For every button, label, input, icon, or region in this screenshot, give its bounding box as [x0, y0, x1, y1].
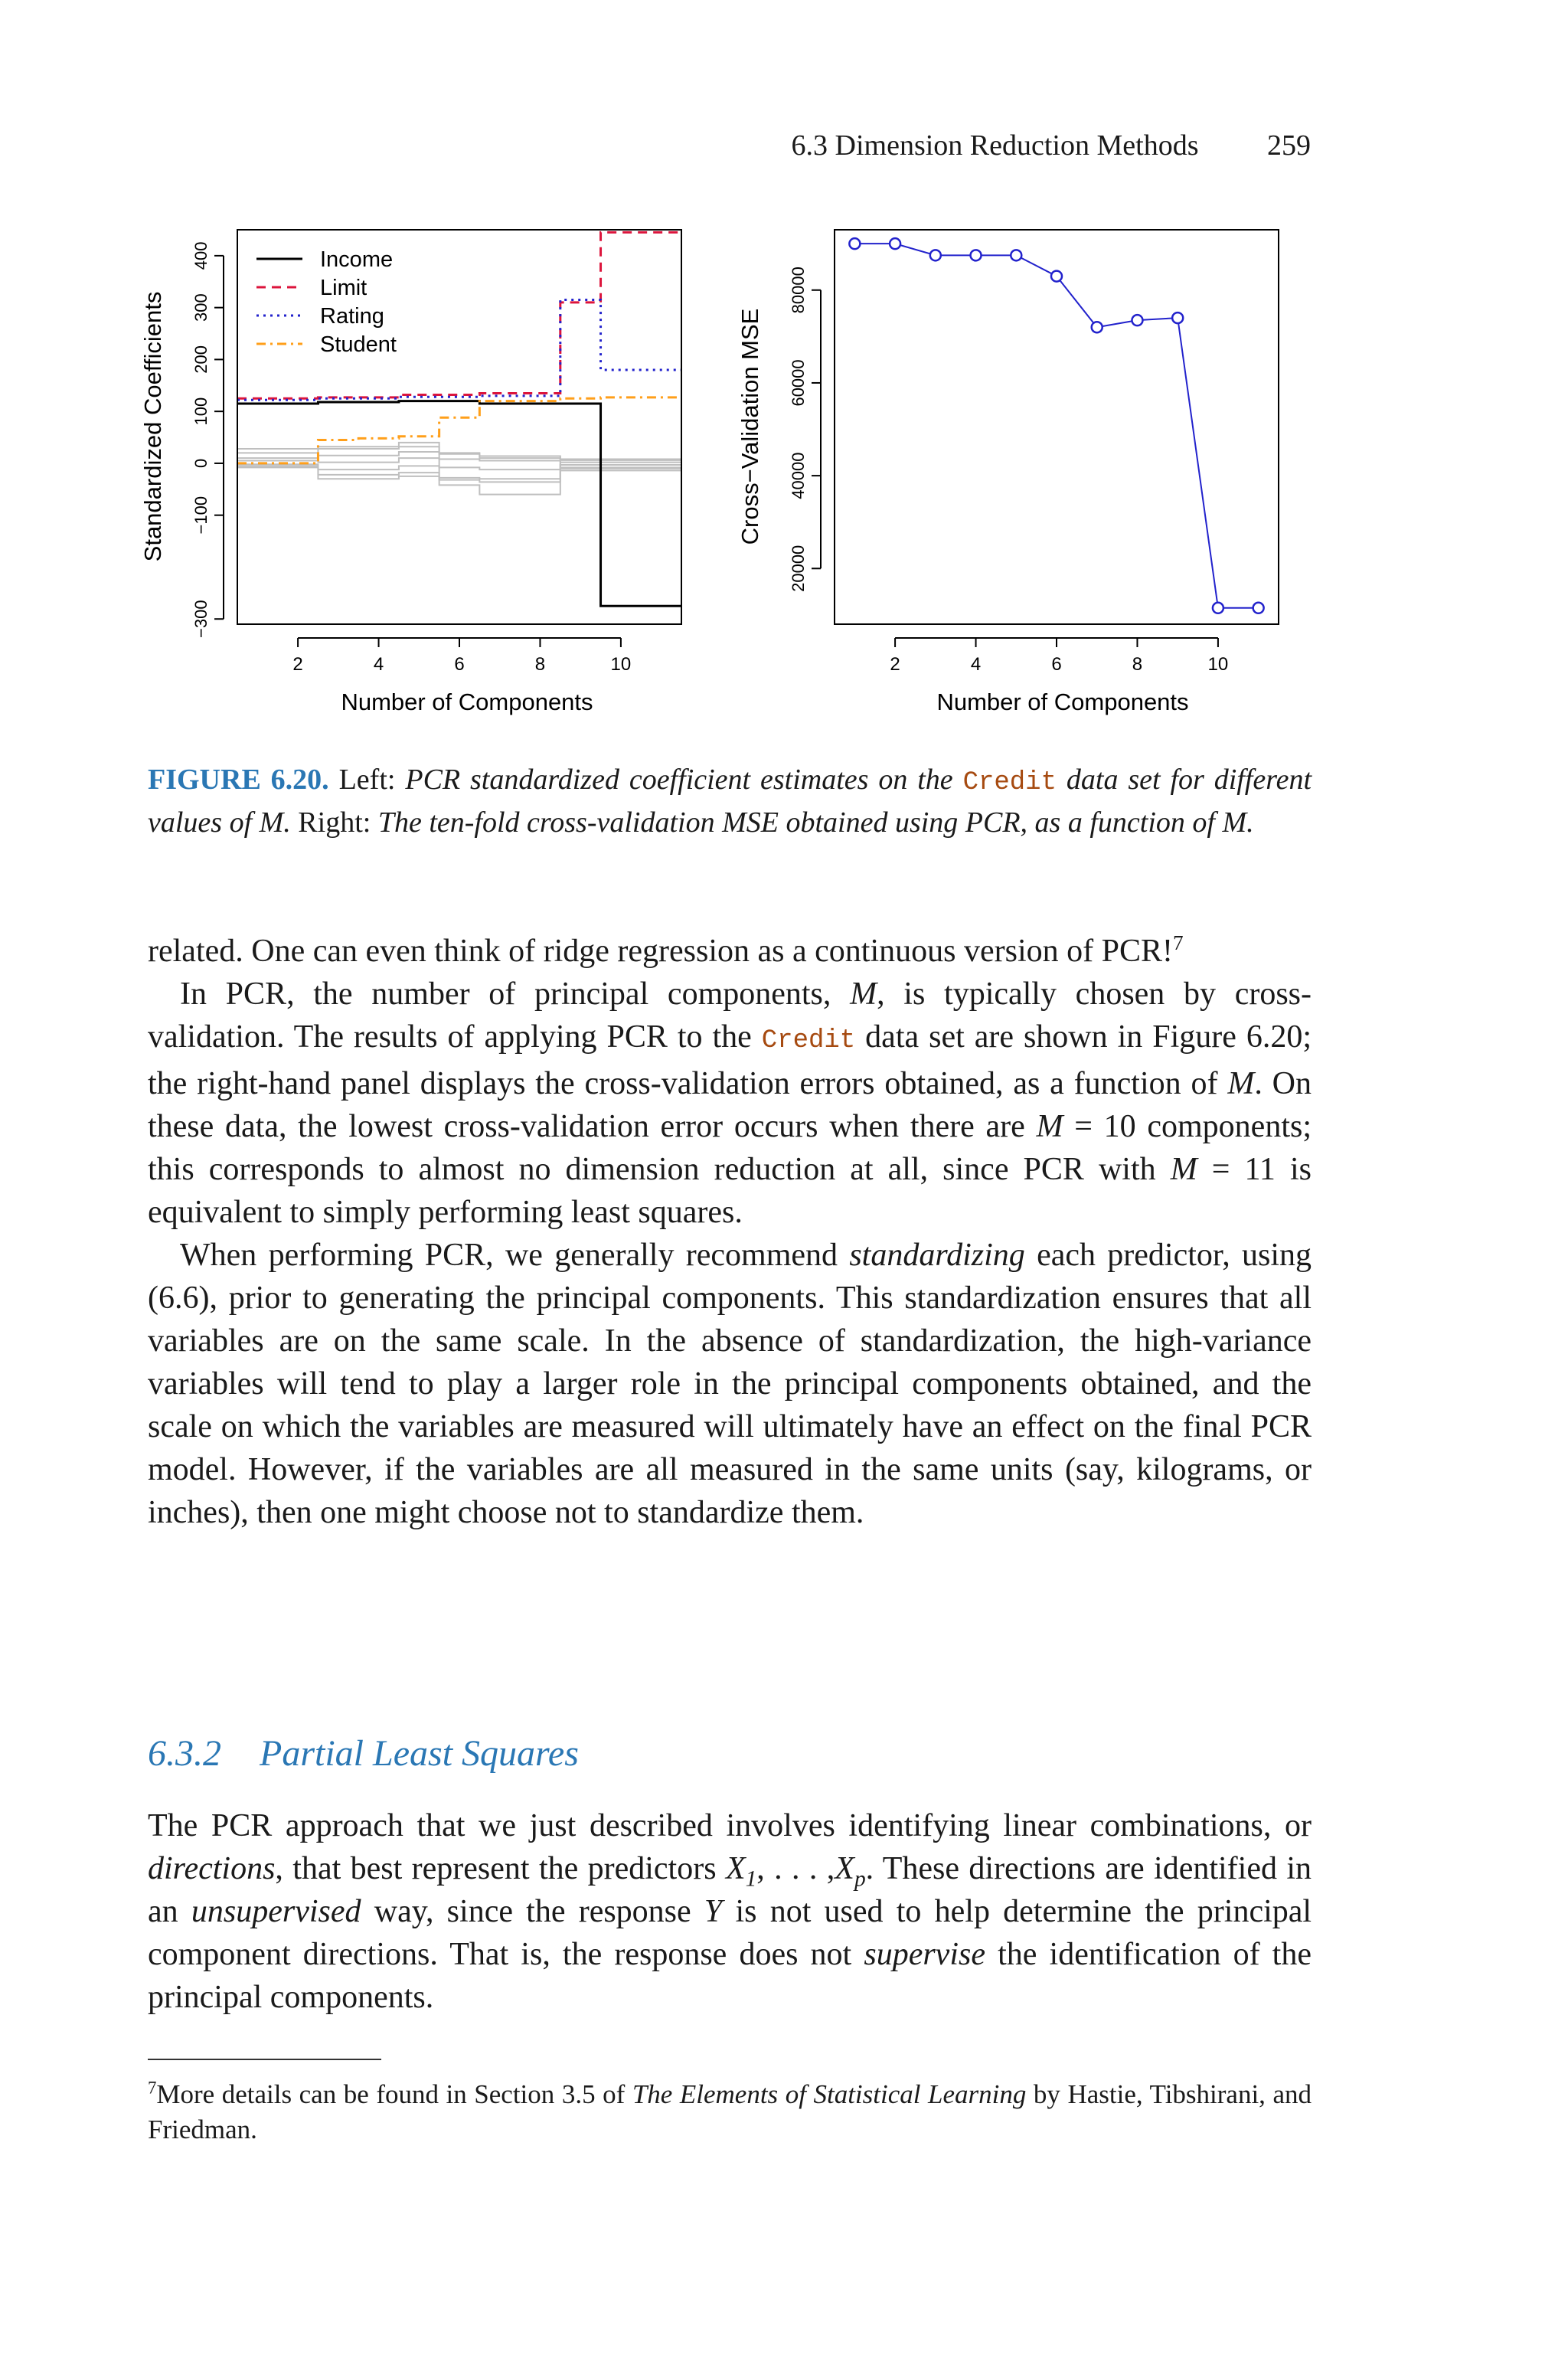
cv-mse-x-tick-label: 10: [1207, 654, 1229, 675]
coefficients-x-tick-label: 2: [292, 654, 303, 675]
figure-label: FIGURE 6.20.: [148, 764, 329, 796]
cv-mse-y-label: Cross−Validation MSE: [737, 308, 763, 545]
p2-text-1: In PCR, the number of principal components,: [180, 976, 831, 1012]
p2-eq-2: = 11: [1211, 1152, 1276, 1187]
footnote-number: 7: [148, 2078, 157, 2098]
p4-y: Y: [704, 1894, 723, 1929]
caption-code: Credit: [962, 768, 1057, 797]
coefficients-y-tick-label: −100: [191, 496, 211, 535]
footnote-ref: 7: [1172, 931, 1184, 954]
caption-right-word: Right:: [298, 806, 371, 839]
p2-code: Credit: [761, 1026, 856, 1055]
cv-mse-x-tick-label: 6: [1051, 654, 1062, 675]
legend-limit-label: Limit: [320, 276, 368, 300]
body-text-lower: [148, 1804, 1312, 2019]
cv-mse-point: [1253, 603, 1264, 613]
p2-text-5: components; this corresponds to almost no dimension reduction at all, since PCR with: [148, 1109, 1312, 1187]
caption-right-text: The ten-fold cross-validation MSE obtained using PCR, as a function of: [377, 806, 1215, 839]
cv-mse-point: [1213, 603, 1223, 613]
section-number: 6.3.2: [148, 1733, 221, 1774]
p3-text-2: each predictor, using (6.6), prior to generating the principal components. This standardization ensures that all variables are on the same scale. In the absence of standardization, the high-variance variables will tend to play a larger role in the principal components obtained, and the scale on which the variables are measured will ultimately have an effect on the final PCR model. However, if the variables are all measured in the same units (say, kilograms, or inches), then one might choose not to standardize them.: [148, 1238, 1312, 1530]
p2-text-6: is equivalent to simply performing least squares.: [148, 1152, 1312, 1230]
coefficients-y-tick-label: 0: [191, 458, 211, 469]
cv-mse-y-tick-label: 20000: [789, 545, 808, 592]
cv-mse-chart: [735, 218, 1317, 728]
cv-mse-x-tick-label: 2: [890, 654, 900, 675]
running-header: [0, 129, 1311, 162]
cv-mse-line: [854, 244, 1258, 608]
p2-m-3: M: [1036, 1109, 1063, 1144]
p2-text-2: , is typically chosen by cross-validation. The results of applying PCR to the: [148, 976, 1312, 1055]
page-number: 259: [1267, 129, 1311, 162]
p4-sub-p: p: [854, 1866, 866, 1892]
p3-emphasis: standardizing: [849, 1238, 1025, 1273]
coefficients-x-tick-label: 6: [454, 654, 465, 675]
cv-mse-y-tick-label: 60000: [789, 359, 808, 407]
p4-text-4: way, since the response: [374, 1894, 691, 1929]
coefficients-y-tick-label: −300: [191, 600, 211, 639]
p4-x-1: X: [725, 1851, 746, 1886]
cv-mse-y-tick-label: 80000: [789, 267, 808, 314]
p4-dots: , . . . ,: [756, 1851, 835, 1886]
p4-emphasis-1: directions: [148, 1851, 276, 1886]
cv-mse-point: [890, 238, 900, 249]
paragraph-4: [148, 1804, 1312, 2019]
caption-m-2: M: [1222, 806, 1247, 839]
footnote-rule: [148, 2059, 381, 2060]
coefficients-series: [237, 232, 681, 606]
legend-student-label: Student: [320, 332, 397, 357]
cv-mse-axes: [789, 267, 1228, 675]
p3-text-1: When performing PCR, we generally recommend: [180, 1238, 838, 1273]
series-limit-line: [237, 232, 681, 398]
cv-mse-x-label: Number of Components: [936, 689, 1189, 715]
caption-end: .: [1246, 806, 1254, 839]
cv-mse-point: [930, 250, 941, 260]
paragraph-2: [148, 973, 1312, 1234]
cv-mse-series: [849, 238, 1263, 613]
coefficients-y-tick-label: 100: [191, 397, 211, 426]
p4-sub-1: 1: [745, 1866, 757, 1892]
section-title: Partial Least Squares: [260, 1733, 579, 1774]
cv-mse-point: [1132, 315, 1142, 325]
body-text-upper: [148, 930, 1312, 1534]
p4-predictors: [725, 1851, 866, 1892]
cv-mse-point: [849, 238, 860, 249]
cv-mse-point: [971, 250, 982, 260]
cv-mse-y-tick-label: 40000: [789, 452, 808, 499]
p4-text-5: is not used to help determine the principal component directions. That is, the response does not: [148, 1894, 1312, 1972]
coefficients-x-tick-label: 10: [610, 654, 632, 675]
p4-text-3: . These directions are identified in an: [148, 1851, 1312, 1929]
coefficients-legend: [256, 247, 397, 357]
p4-x-p: X: [835, 1851, 854, 1886]
footnote-book-title: The Elements of Statistical Learning: [632, 2079, 1027, 2109]
series-other-7-line: [237, 467, 681, 482]
coefficients-chart: [138, 218, 720, 728]
cv-mse-point: [1092, 322, 1102, 332]
paragraph-3: [148, 1234, 1312, 1534]
p4-text-6: the identification of the principal components.: [148, 1937, 1312, 2015]
series-income-line: [237, 401, 681, 607]
p2-text-4: . On these data, the lowest cross-validation error occurs when there are: [148, 1066, 1312, 1144]
p2-text-3: data set are shown in Figure 6.20; the right-hand panel displays the cross-validation errors obtained, as a function of: [148, 1019, 1312, 1101]
caption-left-word: Left:: [338, 764, 396, 796]
coefficients-y-label: Standardized Coefficients: [139, 291, 166, 562]
p2-m-1: M: [850, 976, 877, 1012]
footnote-text-2: by Hastie, Tibshirani, and Friedman.: [148, 2079, 1312, 2144]
cv-mse-point: [1011, 250, 1021, 260]
footnote: [148, 2077, 1312, 2147]
cv-mse-x-tick-label: 4: [970, 654, 982, 675]
p2-eq-1: = 10: [1074, 1109, 1136, 1144]
figure-caption: [148, 760, 1312, 842]
paragraph-1-text: related. One can even think of ridge regression as a continuous version of PCR!: [148, 934, 1173, 969]
coefficients-x-label: Number of Components: [341, 689, 593, 715]
coefficients-y-tick-label: 200: [191, 345, 211, 374]
coefficients-x-tick-label: 4: [373, 654, 384, 675]
legend-income-label: Income: [320, 247, 394, 272]
coefficients-plot-frame: [237, 230, 681, 624]
p4-text-2: , that best represent the predictors: [275, 1851, 717, 1886]
coefficients-y-tick-label: 300: [191, 293, 211, 322]
caption-left-text: PCR standardized coefficient estimates on the: [405, 764, 953, 796]
coefficients-y-tick-label: 400: [191, 241, 211, 270]
series-rating-line: [237, 299, 681, 400]
footnote-text-1: More details can be found in Section 3.5 of: [156, 2079, 626, 2109]
p4-emphasis-3: supervise: [864, 1937, 985, 1972]
p4-emphasis-2: unsupervised: [191, 1894, 361, 1929]
cv-mse-x-tick-label: 8: [1132, 654, 1143, 675]
cv-mse-point: [1051, 271, 1062, 282]
coefficients-x-tick-label: 8: [534, 654, 546, 675]
caption-m: M: [259, 806, 284, 839]
cv-mse-point: [1172, 312, 1183, 323]
p2-m-4: M: [1170, 1152, 1197, 1187]
caption-dot: .: [283, 806, 291, 839]
section-running-title: 6.3 Dimension Reduction Methods: [791, 129, 1199, 162]
p4-text-1: The PCR approach that we just described involves identifying linear combinations, or: [148, 1808, 1312, 1843]
paragraph-1: [148, 930, 1312, 973]
caption-left-text-2: data set for different values of: [148, 764, 1312, 839]
legend-rating-label: Rating: [320, 304, 384, 329]
p2-m-2: M: [1227, 1066, 1255, 1101]
section-heading: [148, 1732, 579, 1775]
